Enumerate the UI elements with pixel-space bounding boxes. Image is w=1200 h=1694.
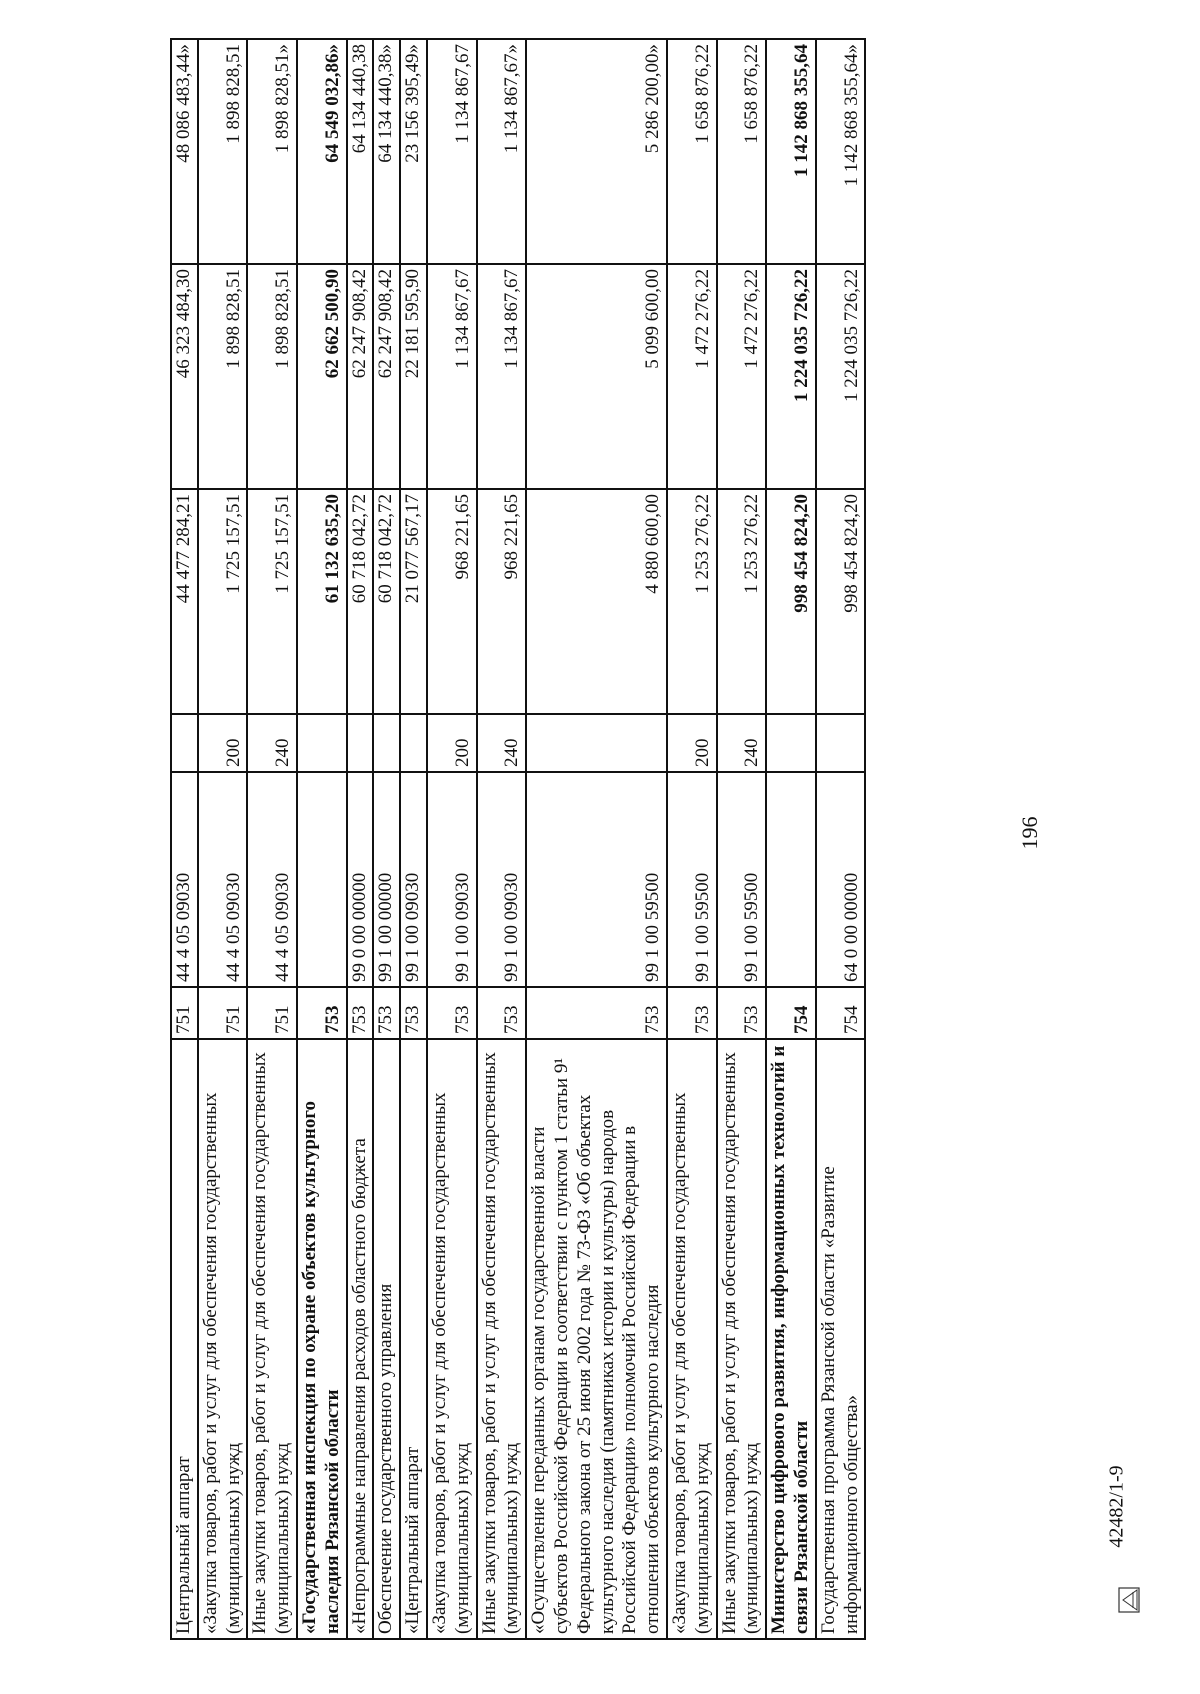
table-row <box>171 39 198 1639</box>
page-number: 196 <box>1017 816 1042 850</box>
row-amount-year2-cell: 1 472 276,22 <box>717 264 767 489</box>
row-amount-year3-cell: 1 898 828,51» <box>247 39 297 264</box>
row-amount-year2-cell: 62 247 908,42 <box>347 264 374 489</box>
table-row <box>373 39 400 1639</box>
rotated-table-container <box>170 40 1120 1640</box>
row-amount-year1-cell: 4 880 600,00 <box>526 489 667 714</box>
row-name-cell: Иные закупки товаров, работ и услуг для обеспечения государственных (муниципальных) нужд <box>247 1039 297 1639</box>
row-amount-year1-cell: 968 221,65 <box>427 489 477 714</box>
row-amount-year1-cell: 998 454 824,20 <box>766 489 816 714</box>
row-amount-year1-cell: 1 725 157,51 <box>198 489 248 714</box>
row-amount-year1-cell: 61 132 635,20 <box>297 489 347 714</box>
row-name-cell: Центральный аппарат <box>171 1039 198 1639</box>
table-row <box>347 39 374 1639</box>
row-name-cell: «Государственная инспекция по охране объектов культурного наследия Рязанской области <box>297 1039 347 1639</box>
row-target-article-cell: 99 1 00 09030 <box>427 772 477 987</box>
row-expense-type-cell <box>297 714 347 772</box>
row-expense-type-cell: 200 <box>198 714 248 772</box>
row-target-article-cell: 99 1 00 59500 <box>667 772 717 987</box>
row-amount-year1-cell: 998 454 824,20 <box>816 489 866 714</box>
row-name-cell: Государственная программа Рязанской области «Развитие информационного общества» <box>816 1039 866 1639</box>
row-name-cell: Обеспечение государственного управления <box>373 1039 400 1639</box>
row-amount-year2-cell: 1 134 867,67 <box>477 264 527 489</box>
row-target-article-cell: 99 1 00 09030 <box>400 772 427 987</box>
row-amount-year3-cell: 23 156 395,49» <box>400 39 427 264</box>
row-amount-year2-cell: 1 898 828,51 <box>247 264 297 489</box>
row-name-cell: «Закупка товаров, работ и услуг для обеспечения государственных (муниципальных) нужд <box>667 1039 717 1639</box>
row-target-article-cell: 44 4 05 09030 <box>171 772 198 987</box>
table-row <box>427 39 477 1639</box>
row-name-cell: «Центральный аппарат <box>400 1039 427 1639</box>
row-admin-code-cell: 751 <box>247 987 297 1039</box>
row-amount-year1-cell: 44 477 284,21 <box>171 489 198 714</box>
row-amount-year3-cell: 48 086 483,44» <box>171 39 198 264</box>
row-admin-code-cell: 753 <box>477 987 527 1039</box>
row-expense-type-cell: 240 <box>717 714 767 772</box>
row-amount-year2-cell: 1 224 035 726,22 <box>816 264 866 489</box>
budget-table <box>170 38 866 1640</box>
row-amount-year3-cell: 1 134 867,67» <box>477 39 527 264</box>
row-amount-year2-cell: 22 181 595,90 <box>400 264 427 489</box>
rotated-page-area <box>170 40 1120 1640</box>
table-row <box>400 39 427 1639</box>
row-admin-code-cell: 751 <box>171 987 198 1039</box>
row-admin-code-cell: 754 <box>816 987 866 1039</box>
row-admin-code-cell: 753 <box>297 987 347 1039</box>
table-row <box>477 39 527 1639</box>
table-row <box>247 39 297 1639</box>
row-name-cell: Иные закупки товаров, работ и услуг для обеспечения государственных (муниципальных) нужд <box>477 1039 527 1639</box>
row-name-cell: «Закупка товаров, работ и услуг для обеспечения государственных (муниципальных) нужд <box>427 1039 477 1639</box>
row-target-article-cell <box>297 772 347 987</box>
row-amount-year3-cell: 64 134 440,38 <box>347 39 374 264</box>
row-name-cell: «Осуществление переданных органам государственной власти субъектов Российской Федерации в соответствии с пунктом 1 статьи 9¹ Федерального закона от 25 июня 2002 года № 73-ФЗ «Об объектах культурного наследия (памятниках истории и культуры) народов Российской Федерации» полномочий Российской Федерации в отношении объектов культурного наследия <box>526 1039 667 1639</box>
row-expense-type-cell <box>171 714 198 772</box>
row-amount-year2-cell: 1 224 035 726,22 <box>766 264 816 489</box>
row-expense-type-cell <box>347 714 374 772</box>
row-amount-year1-cell: 1 253 276,22 <box>667 489 717 714</box>
row-admin-code-cell: 753 <box>373 987 400 1039</box>
row-amount-year3-cell: 64 134 440,38» <box>373 39 400 264</box>
row-amount-year1-cell: 968 221,65 <box>477 489 527 714</box>
row-expense-type-cell <box>400 714 427 772</box>
table-row <box>526 39 667 1639</box>
row-name-cell: Министерство цифрового развития, информационных технологий и связи Рязанской области <box>766 1039 816 1639</box>
row-amount-year3-cell: 1 142 868 355,64 <box>766 39 816 264</box>
row-amount-year3-cell: 1 898 828,51 <box>198 39 248 264</box>
table-row <box>816 39 866 1639</box>
row-amount-year2-cell: 5 099 600,00 <box>526 264 667 489</box>
document-code: 42482/1-9 <box>1105 1465 1128 1548</box>
row-expense-type-cell: 200 <box>667 714 717 772</box>
row-expense-type-cell <box>816 714 866 772</box>
row-admin-code-cell: 753 <box>526 987 667 1039</box>
row-expense-type-cell <box>373 714 400 772</box>
budget-table-body <box>171 39 865 1639</box>
row-target-article-cell: 99 1 00 59500 <box>526 772 667 987</box>
row-target-article-cell: 44 4 05 09030 <box>247 772 297 987</box>
row-amount-year1-cell: 1 725 157,51 <box>247 489 297 714</box>
duma-emblem-icon <box>1110 1585 1150 1615</box>
row-expense-type-cell: 240 <box>247 714 297 772</box>
row-admin-code-cell: 753 <box>400 987 427 1039</box>
row-target-article-cell: 99 0 00 00000 <box>347 772 374 987</box>
row-admin-code-cell: 753 <box>347 987 374 1039</box>
row-amount-year1-cell: 60 718 042,72 <box>347 489 374 714</box>
row-admin-code-cell: 753 <box>667 987 717 1039</box>
row-name-cell: Иные закупки товаров, работ и услуг для обеспечения государственных (муниципальных) нужд <box>717 1039 767 1639</box>
row-expense-type-cell <box>766 714 816 772</box>
row-amount-year2-cell: 1 898 828,51 <box>198 264 248 489</box>
row-name-cell: «Непрограммные направления расходов областного бюджета <box>347 1039 374 1639</box>
row-admin-code-cell: 751 <box>198 987 248 1039</box>
row-amount-year1-cell: 21 077 567,17 <box>400 489 427 714</box>
row-amount-year3-cell: 1 142 868 355,64» <box>816 39 866 264</box>
table-row <box>198 39 248 1639</box>
row-name-cell: «Закупка товаров, работ и услуг для обеспечения государственных (муниципальных) нужд <box>198 1039 248 1639</box>
row-amount-year3-cell: 5 286 200,00» <box>526 39 667 264</box>
row-amount-year3-cell: 1 658 876,22 <box>667 39 717 264</box>
row-amount-year2-cell: 62 247 908,42 <box>373 264 400 489</box>
table-row <box>667 39 717 1639</box>
row-admin-code-cell: 754 <box>766 987 816 1039</box>
row-target-article-cell: 99 1 00 00000 <box>373 772 400 987</box>
row-expense-type-cell: 200 <box>427 714 477 772</box>
row-amount-year3-cell: 1 658 876,22 <box>717 39 767 264</box>
table-row <box>297 39 347 1639</box>
row-amount-year1-cell: 1 253 276,22 <box>717 489 767 714</box>
row-amount-year2-cell: 62 662 500,90 <box>297 264 347 489</box>
row-amount-year2-cell: 1 472 276,22 <box>667 264 717 489</box>
row-target-article-cell: 64 0 00 00000 <box>816 772 866 987</box>
row-target-article-cell: 99 1 00 59500 <box>717 772 767 987</box>
row-admin-code-cell: 753 <box>717 987 767 1039</box>
row-amount-year2-cell: 46 323 484,30 <box>171 264 198 489</box>
row-expense-type-cell <box>526 714 667 772</box>
row-expense-type-cell: 240 <box>477 714 527 772</box>
row-target-article-cell: 44 4 05 09030 <box>198 772 248 987</box>
row-target-article-cell <box>766 772 816 987</box>
row-amount-year3-cell: 64 549 032,86» <box>297 39 347 264</box>
row-amount-year3-cell: 1 134 867,67 <box>427 39 477 264</box>
table-row <box>717 39 767 1639</box>
table-row <box>766 39 816 1639</box>
row-admin-code-cell: 753 <box>427 987 477 1039</box>
row-amount-year2-cell: 1 134 867,67 <box>427 264 477 489</box>
row-amount-year1-cell: 60 718 042,72 <box>373 489 400 714</box>
row-target-article-cell: 99 1 00 09030 <box>477 772 527 987</box>
